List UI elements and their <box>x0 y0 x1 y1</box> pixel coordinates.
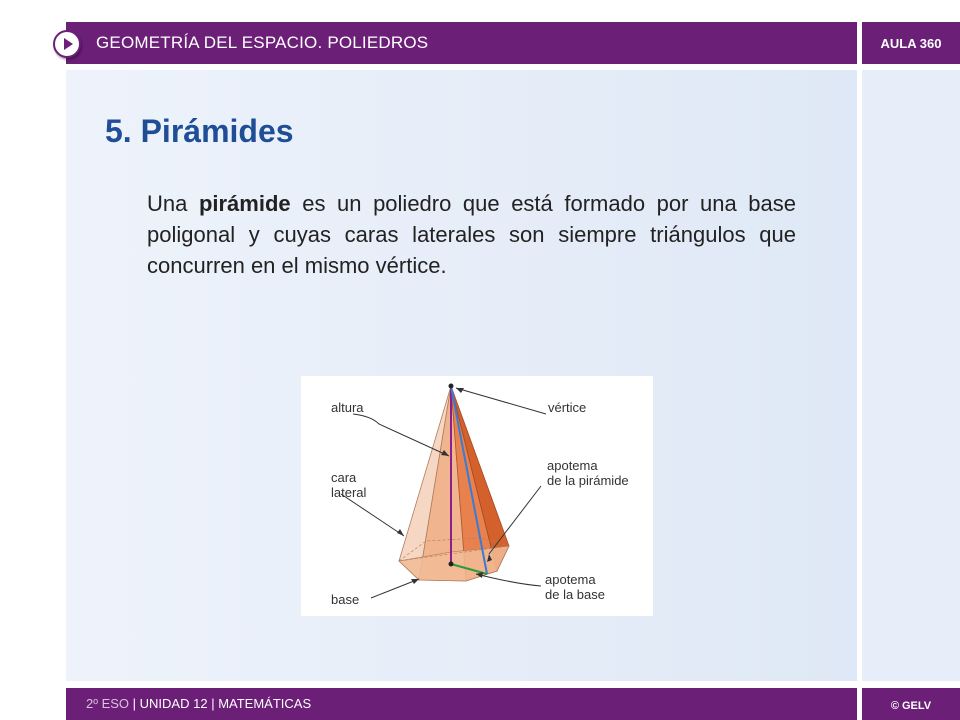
play-icon <box>55 32 79 56</box>
label-apotema-base-line2: de la base <box>545 587 605 602</box>
paragraph-keyword: pirámide <box>198 191 291 216</box>
label-cara-line1: cara <box>331 470 357 485</box>
header-bar <box>66 22 857 64</box>
footer-bar <box>66 688 857 720</box>
footer-separator: | <box>129 696 140 711</box>
footer-separator: | <box>207 696 219 711</box>
label-altura: altura <box>331 400 364 415</box>
header-badge-box <box>862 22 960 64</box>
header-title: GEOMETRÍA DEL ESPACIO. POLIEDROS <box>96 33 429 52</box>
footer-subject: MATEMÁTICAS <box>218 696 312 711</box>
footer-unit: UNIDAD 12 <box>139 696 208 711</box>
copyright-label: © GELV <box>890 700 932 712</box>
label-vertice: vértice <box>548 400 587 415</box>
label-apotema-base <box>545 572 605 602</box>
paragraph-start: Una <box>147 191 199 216</box>
label-apotema-piramide <box>547 458 629 488</box>
label-apotema-piramide-line2: de la pirámide <box>547 473 629 488</box>
footer-badge-box <box>862 688 960 720</box>
aula-badge: AULA 360 <box>880 36 942 51</box>
label-cara-line2: lateral <box>331 485 367 500</box>
play-button[interactable] <box>53 30 81 58</box>
label-apotema-piramide-line1: apotema <box>547 458 598 473</box>
section-title: 5. Pirámides <box>105 113 294 149</box>
footer-text <box>86 696 311 711</box>
side-panel <box>862 70 960 681</box>
paragraph-rest: es un poliedro que está formado por una base poligonal y cuyas caras laterales son siempre triángulos que concurren en el mismo vértice. <box>147 191 796 278</box>
label-cara-lateral <box>331 470 366 500</box>
label-base: base <box>331 592 360 607</box>
definition-paragraph <box>147 188 796 281</box>
footer-course: 2º ESO <box>86 696 130 711</box>
label-apotema-base-line1: apotema <box>545 572 596 587</box>
pyramid-figure <box>301 376 653 616</box>
